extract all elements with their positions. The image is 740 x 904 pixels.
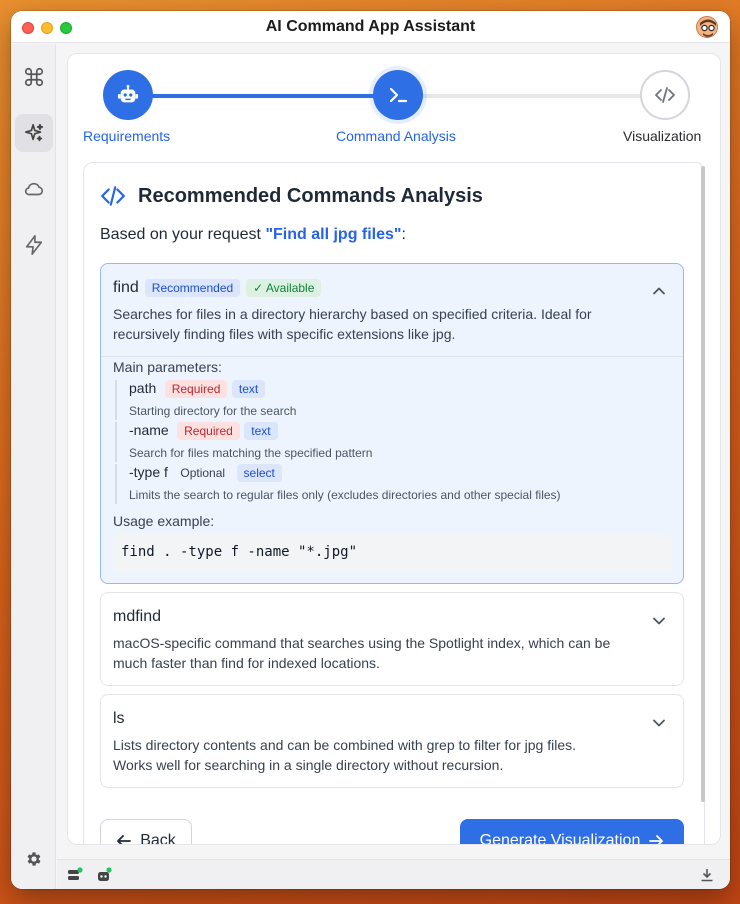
download-icon: [700, 868, 714, 882]
command-name: mdfind: [113, 608, 162, 625]
param-name-flag: [115, 422, 675, 462]
params-heading: Main parameters:: [113, 359, 222, 375]
type-badge: select: [237, 464, 282, 482]
command-description: [113, 304, 653, 344]
step-visualization-circle[interactable]: [640, 70, 690, 120]
step-label-command-analysis[interactable]: Command Analysis: [336, 128, 456, 144]
request-summary: [100, 226, 406, 244]
param-name: path: [129, 380, 157, 396]
status-bar: [57, 859, 730, 889]
step-label-visualization[interactable]: Visualization: [623, 128, 702, 144]
generate-button-label: Generate Visualization: [479, 832, 641, 845]
command-header: [113, 279, 321, 297]
gear-icon: [25, 850, 43, 868]
request-prefix: Based on your request: [100, 226, 266, 243]
command-name: ls: [113, 710, 125, 727]
description-line: recursively finding files with specific extensions like jpg.: [113, 326, 456, 342]
chevron-down-icon[interactable]: [651, 715, 667, 731]
agent-status-icon[interactable]: [96, 867, 112, 883]
available-badge: ✓ Available: [246, 279, 321, 297]
main-panel: [67, 53, 721, 845]
description-line: Works well for searching in a single directory without recursion.: [113, 757, 504, 773]
arrow-left-icon: [116, 833, 132, 845]
sidebar-item-cloud[interactable]: [15, 170, 53, 208]
description-line: Searches for files in a directory hierarchy based on specified criteria. Ideal for: [113, 306, 592, 322]
code-icon: [653, 83, 677, 107]
step-command-analysis-circle[interactable]: [373, 70, 423, 120]
param-path: [115, 380, 675, 420]
step-requirements-circle[interactable]: [103, 70, 153, 120]
settings-button[interactable]: [15, 840, 53, 878]
command-description: [113, 633, 653, 673]
param-description: Search for files matching the specified pattern: [129, 446, 373, 460]
param-description: Starting directory for the search: [129, 404, 297, 418]
required-badge: Required: [177, 422, 240, 440]
request-suffix: :: [401, 226, 406, 243]
section-divider: [101, 356, 683, 357]
type-badge: text: [232, 380, 265, 398]
description-line: Lists directory contents and can be combined with grep to filter for jpg files.: [113, 737, 577, 753]
sidebar-item-ai-assistant[interactable]: [15, 114, 53, 152]
generate-visualization-button[interactable]: [460, 819, 684, 845]
arrow-right-icon: [648, 833, 664, 845]
description-line: much faster than find for indexed locations.: [113, 655, 380, 671]
card-title: Recommended Commands Analysis: [138, 184, 483, 207]
command-name: find: [113, 279, 139, 296]
back-button-label: Back: [140, 832, 176, 845]
progress-stepper: [68, 54, 720, 150]
download-button[interactable]: [700, 868, 714, 882]
cloud-icon: [23, 178, 45, 200]
description-line: macOS-specific command that searches using the Spotlight index, which can be: [113, 635, 611, 651]
card-header: [100, 183, 483, 209]
robot-icon: [96, 867, 112, 883]
command-card-ls[interactable]: [100, 694, 684, 788]
param-description: Limits the search to regular files only (excludes directories and other special files): [129, 488, 561, 502]
type-badge: text: [244, 422, 277, 440]
back-button[interactable]: [100, 819, 192, 845]
recommended-badge: Recommended: [145, 279, 240, 297]
lightning-icon: [23, 234, 45, 256]
title-bar: [11, 11, 730, 43]
usage-code-block[interactable]: find . -type f -name "*.jpg": [113, 534, 671, 572]
window-title: AI Command App Assistant: [265, 18, 476, 35]
command-card-find[interactable]: [100, 263, 684, 584]
analysis-card: [83, 162, 705, 845]
robot-icon: [117, 84, 139, 106]
chevron-up-icon[interactable]: [651, 283, 667, 299]
server-icon: [67, 867, 83, 883]
sparkles-icon: [23, 122, 45, 144]
request-query: "Find all jpg files": [265, 226, 402, 243]
server-status-icon[interactable]: [67, 867, 83, 883]
app-window: [11, 11, 730, 889]
command-description: [113, 735, 653, 775]
command-icon: [23, 66, 45, 88]
optional-badge: Optional: [180, 466, 226, 480]
param-name: -name: [129, 422, 169, 438]
sidebar-item-commands[interactable]: [15, 58, 53, 96]
chevron-down-icon[interactable]: [651, 613, 667, 629]
sidebar: [11, 44, 56, 889]
required-badge: Required: [165, 380, 228, 398]
user-avatar[interactable]: [696, 16, 718, 38]
usage-heading: Usage example:: [113, 513, 215, 529]
terminal-icon: [386, 83, 410, 107]
param-name: -type f: [129, 464, 168, 480]
sidebar-item-actions[interactable]: [15, 226, 53, 264]
content-scrollbar[interactable]: [701, 166, 705, 802]
code-icon: [100, 183, 126, 209]
step-label-requirements[interactable]: Requirements: [83, 128, 171, 144]
command-card-mdfind[interactable]: [100, 592, 684, 686]
param-type-flag: [115, 464, 675, 504]
